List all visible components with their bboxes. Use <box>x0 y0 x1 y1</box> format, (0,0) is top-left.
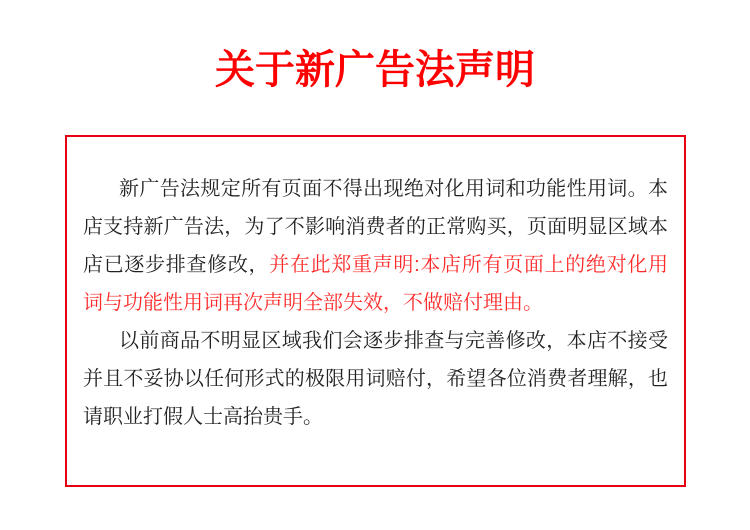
notice-paragraph-2: 以前商品不明显区域我们会逐步排查与完善修改，本店不接受并且不妥协以任何形式的极限用词赔付，希望各位消费者理解，也请职业打假人士高抬贵手。 <box>83 330 668 428</box>
notice-paragraph-1 <box>83 170 668 322</box>
page-title: 关于新广告法声明 <box>215 48 535 92</box>
paragraph-1-red-text: 并在此郑重声明:本店所有页面上的绝对化用词与功能性用词再次声明全部失效，不做赔付理由。 <box>83 254 668 314</box>
notice-box <box>65 135 686 487</box>
paragraph-1-black-text: 新广告法规定所有页面不得出现绝对化用词和功能性用词。本店支持新广告法，为了不影响消费者的正常购买，页面明显区域本店已逐步排查修改， <box>83 178 668 276</box>
